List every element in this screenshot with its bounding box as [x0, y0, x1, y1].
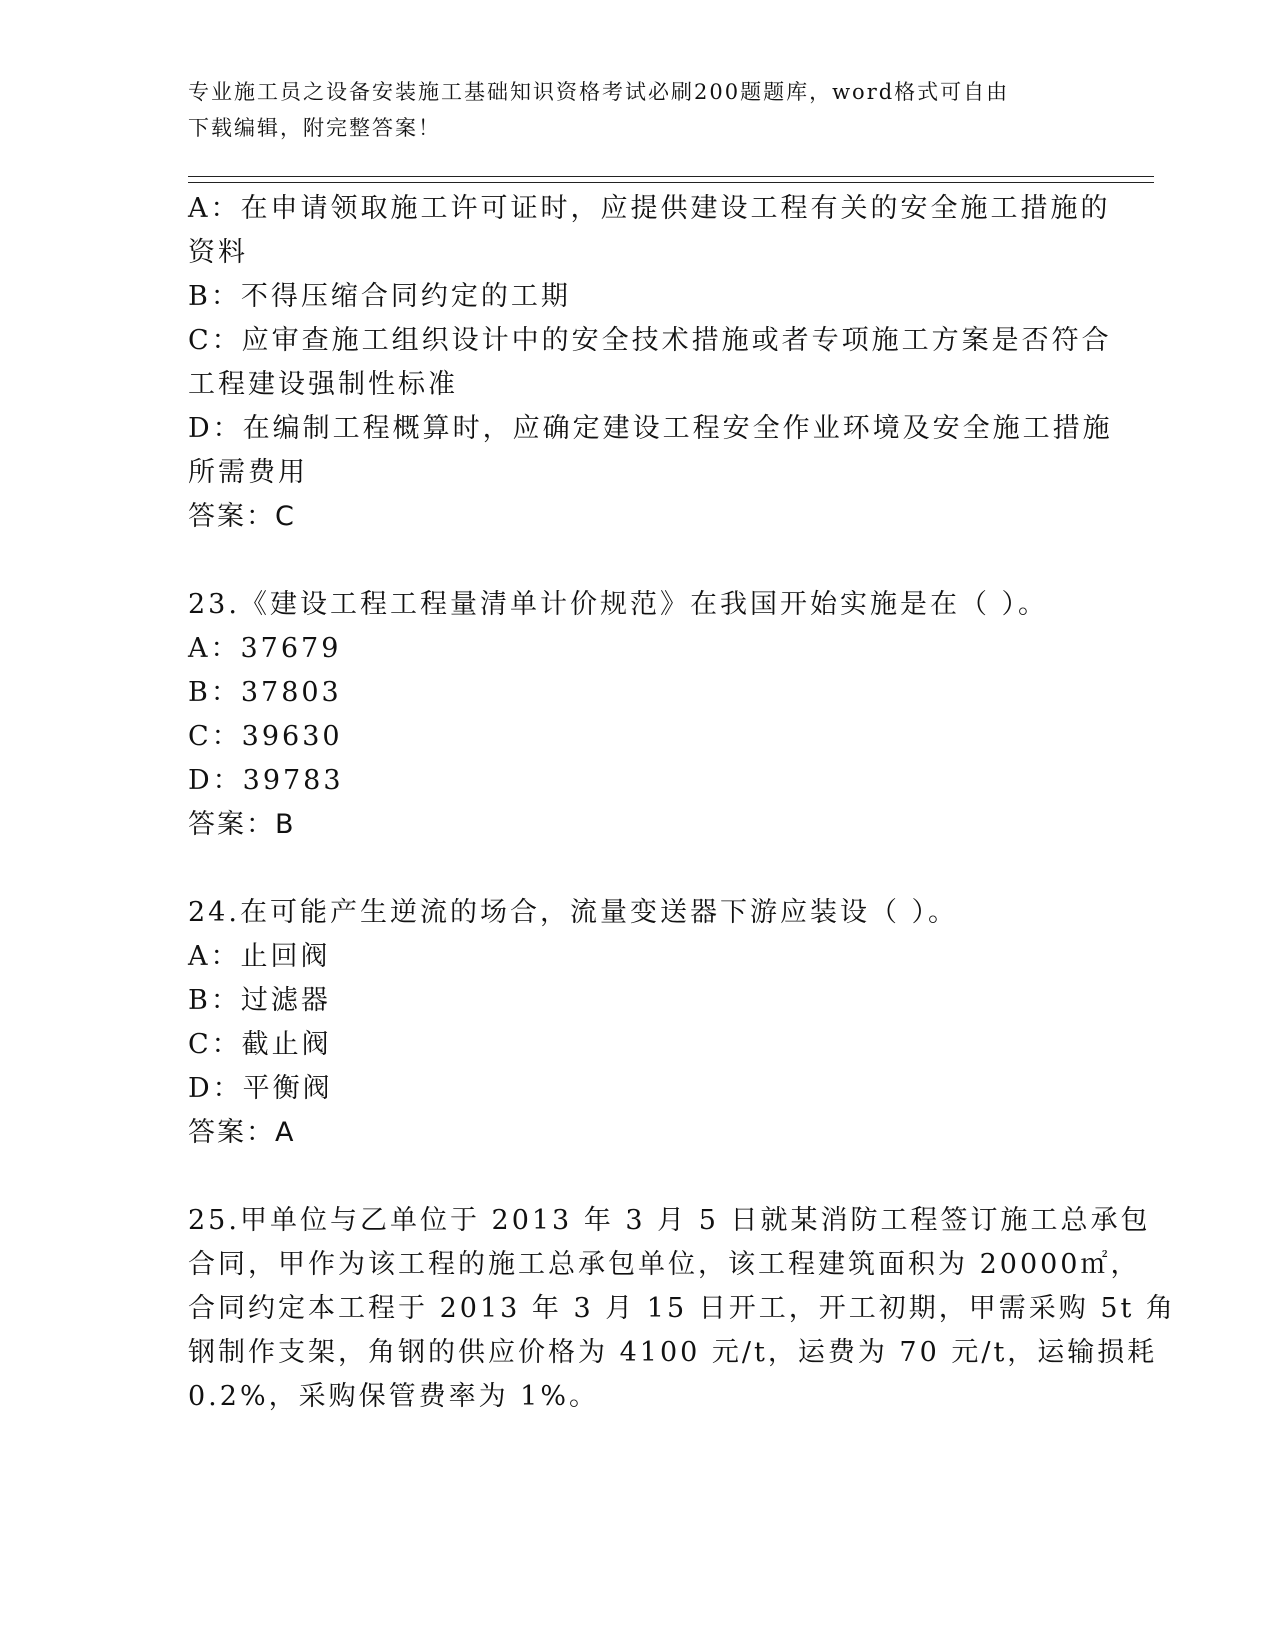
header-line-1: 专业施工员之设备安装施工基础知识资格考试必刷200题题库，word格式可自由 [188, 80, 1010, 104]
q24-answer: 答案：A [188, 1117, 296, 1148]
q22-option-c-line-1: C：应审查施工组织设计中的安全技术措施或者专项施工方案是否符合 [188, 325, 1112, 356]
q25-stem-line-3: 合同约定本工程于 2013 年 3 月 15 日开工，开工初期，甲需采购 5t 角 [188, 1293, 1176, 1324]
q25-stem-line-1: 25.甲单位与乙单位于 2013 年 3 月 5 日就某消防工程签订施工总承包 [188, 1205, 1151, 1236]
q24-option-c: C：截止阀 [188, 1029, 332, 1060]
q24-stem: 24.在可能产生逆流的场合，流量变送器下游应装设（ ）。 [188, 897, 959, 928]
q22-option-d-line-2: 所需费用 [188, 457, 308, 488]
header-divider-bottom [188, 182, 1154, 183]
q24-option-d: D：平衡阀 [188, 1073, 333, 1104]
header-line-2: 下载编辑，附完整答案！ [188, 116, 441, 140]
q22-option-b: B：不得压缩合同约定的工期 [188, 281, 571, 312]
document-header [188, 74, 1068, 146]
q25-stem-line-4: 钢制作支架，角钢的供应价格为 4100 元/t，运费为 70 元/t，运输损耗 [188, 1337, 1158, 1368]
q25-stem-line-5: 0.2%，采购保管费率为 1%。 [188, 1381, 600, 1412]
q23-option-b: B：37803 [188, 677, 342, 708]
q23-option-c: C：39630 [188, 721, 343, 752]
q23-option-a: A：37679 [188, 633, 342, 664]
q24-option-a: A：止回阀 [188, 941, 331, 972]
q25-stem-line-2: 合同，甲作为该工程的施工总承包单位，该工程建筑面积为 20000㎡， [188, 1249, 1141, 1280]
q24-option-b: B：过滤器 [188, 985, 331, 1016]
q23-answer: 答案：B [188, 809, 296, 840]
q23-stem: 23.《建设工程工程量清单计价规范》在我国开始实施是在（ ）。 [188, 589, 1049, 620]
header-divider-top [188, 176, 1154, 177]
q22-option-a-line-1: A：在申请领取施工许可证时，应提供建设工程有关的安全施工措施的 [188, 193, 1111, 224]
q22-option-d-line-1: D：在编制工程概算时，应确定建设工程安全作业环境及安全施工措施 [188, 413, 1113, 444]
q23-option-d: D：39783 [188, 765, 344, 796]
q22-answer: 答案：C [188, 501, 296, 532]
q22-option-c-line-2: 工程建设强制性标准 [188, 369, 458, 400]
q22-option-a-line-2: 资料 [188, 237, 248, 268]
